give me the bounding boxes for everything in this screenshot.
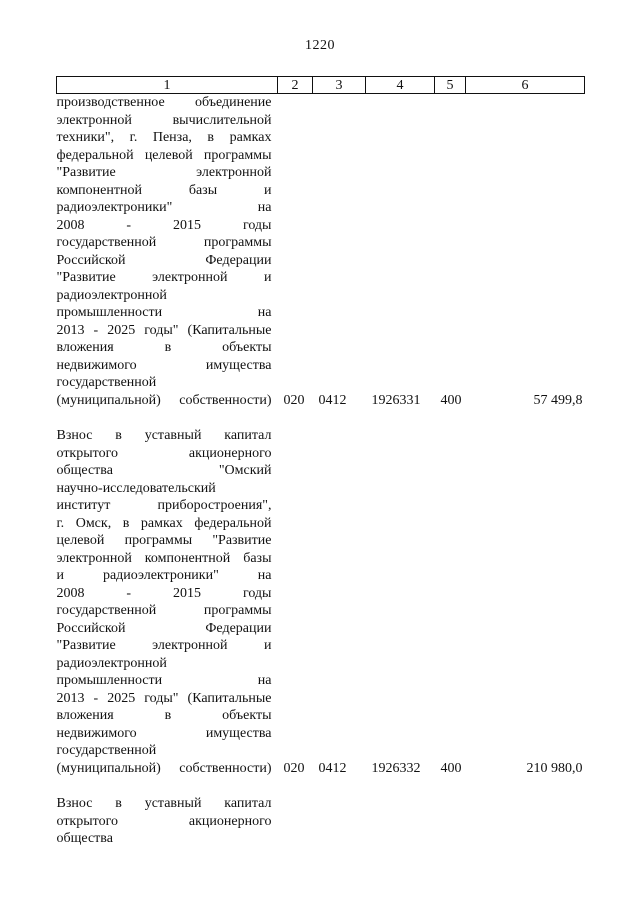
budget-table: [56, 76, 585, 848]
row-ministry-code: 020: [283, 392, 305, 408]
description-line: вложения в объекты: [56, 340, 272, 355]
description-line: общества: [56, 831, 113, 846]
row-amount: [466, 777, 585, 848]
row-description: [57, 94, 278, 410]
header-col-5: 5: [435, 77, 466, 94]
description-line: г. Омск, в рамках федеральной: [56, 515, 272, 531]
header-col-3: 3: [313, 77, 366, 94]
table-body: [57, 94, 585, 848]
description-line: Взнос в уставный капитал: [56, 428, 272, 443]
description-line: государственной: [56, 743, 157, 758]
description-line: производственное объединение: [56, 95, 272, 110]
header-col-2: 2: [278, 77, 313, 94]
description-line: Российской Федерации: [56, 620, 272, 636]
description-line: целевой программы "Развитие: [56, 533, 272, 548]
row-expense-code: 400: [440, 760, 462, 776]
table-row: [57, 409, 585, 777]
description-line: электронной компонентной базы: [56, 550, 272, 566]
description-line: федеральной целевой программы: [56, 147, 272, 163]
row-ministry-code: 020: [283, 760, 305, 776]
row-amount: 210 980,0: [526, 760, 583, 776]
table-header: [57, 77, 585, 94]
description-line: промышленности на: [56, 305, 272, 320]
description-line: общества "Омский: [56, 463, 272, 478]
description-line: недвижимого имущества: [56, 725, 272, 741]
row-description: [57, 409, 278, 777]
description-line: (муниципальной) собственности): [56, 392, 272, 408]
header-col-6: 6: [466, 77, 585, 94]
row-amount: 57 499,8: [533, 392, 583, 408]
description-line: и радиоэлектроники" на: [56, 568, 272, 583]
page-number: 1220: [305, 38, 335, 53]
description-line: открытого акционерного: [56, 813, 272, 829]
description-line: электронной вычислительной: [56, 112, 272, 128]
row-ministry-code: [278, 777, 313, 848]
description-line: институт приборостроения",: [56, 498, 272, 513]
description-line: радиоэлектронной: [56, 287, 167, 303]
description-line: вложения в объекты: [56, 708, 272, 723]
row-expense-code: [435, 777, 466, 848]
row-section-code: 0412: [318, 392, 347, 408]
description-line: 2013 - 2025 годы" (Капитальные: [56, 322, 272, 338]
row-description: [57, 777, 278, 848]
description-line: радиоэлектроники" на: [56, 200, 272, 215]
table-row: [57, 94, 585, 410]
header-col-4: 4: [366, 77, 435, 94]
row-expense-code: 400: [440, 392, 462, 408]
row-section-code: [313, 777, 366, 848]
description-line: Взнос в уставный капитал: [56, 796, 272, 811]
row-target-code: 1926332: [371, 760, 421, 776]
header-row: [57, 77, 585, 94]
description-line: 2008 - 2015 годы: [56, 217, 272, 233]
description-line: "Развитие электронной: [56, 165, 272, 180]
description-line: "Развитие электронной и: [56, 270, 272, 285]
description-line: Российской Федерации: [56, 252, 272, 268]
description-line: промышленности на: [56, 673, 272, 688]
description-line: (муниципальной) собственности): [56, 760, 272, 776]
row-target-code: [366, 777, 435, 848]
description-line: 2013 - 2025 годы" (Капитальные: [56, 690, 272, 706]
description-line: государственной программы: [56, 603, 272, 618]
header-col-1: 1: [57, 77, 278, 94]
description-line: "Развитие электронной и: [56, 638, 272, 653]
description-line: техники", г. Пенза, в рамках: [56, 130, 272, 145]
description-line: научно-исследовательский: [56, 480, 216, 496]
description-line: компонентной базы и: [56, 182, 272, 198]
description-line: недвижимого имущества: [56, 357, 272, 373]
row-section-code: 0412: [318, 760, 347, 776]
description-line: государственной программы: [56, 235, 272, 250]
table-row: [57, 777, 585, 848]
description-line: открытого акционерного: [56, 445, 272, 461]
description-line: государственной: [56, 375, 157, 390]
description-line: 2008 - 2015 годы: [56, 585, 272, 601]
description-line: радиоэлектронной: [56, 655, 167, 671]
row-target-code: 1926331: [371, 392, 421, 408]
